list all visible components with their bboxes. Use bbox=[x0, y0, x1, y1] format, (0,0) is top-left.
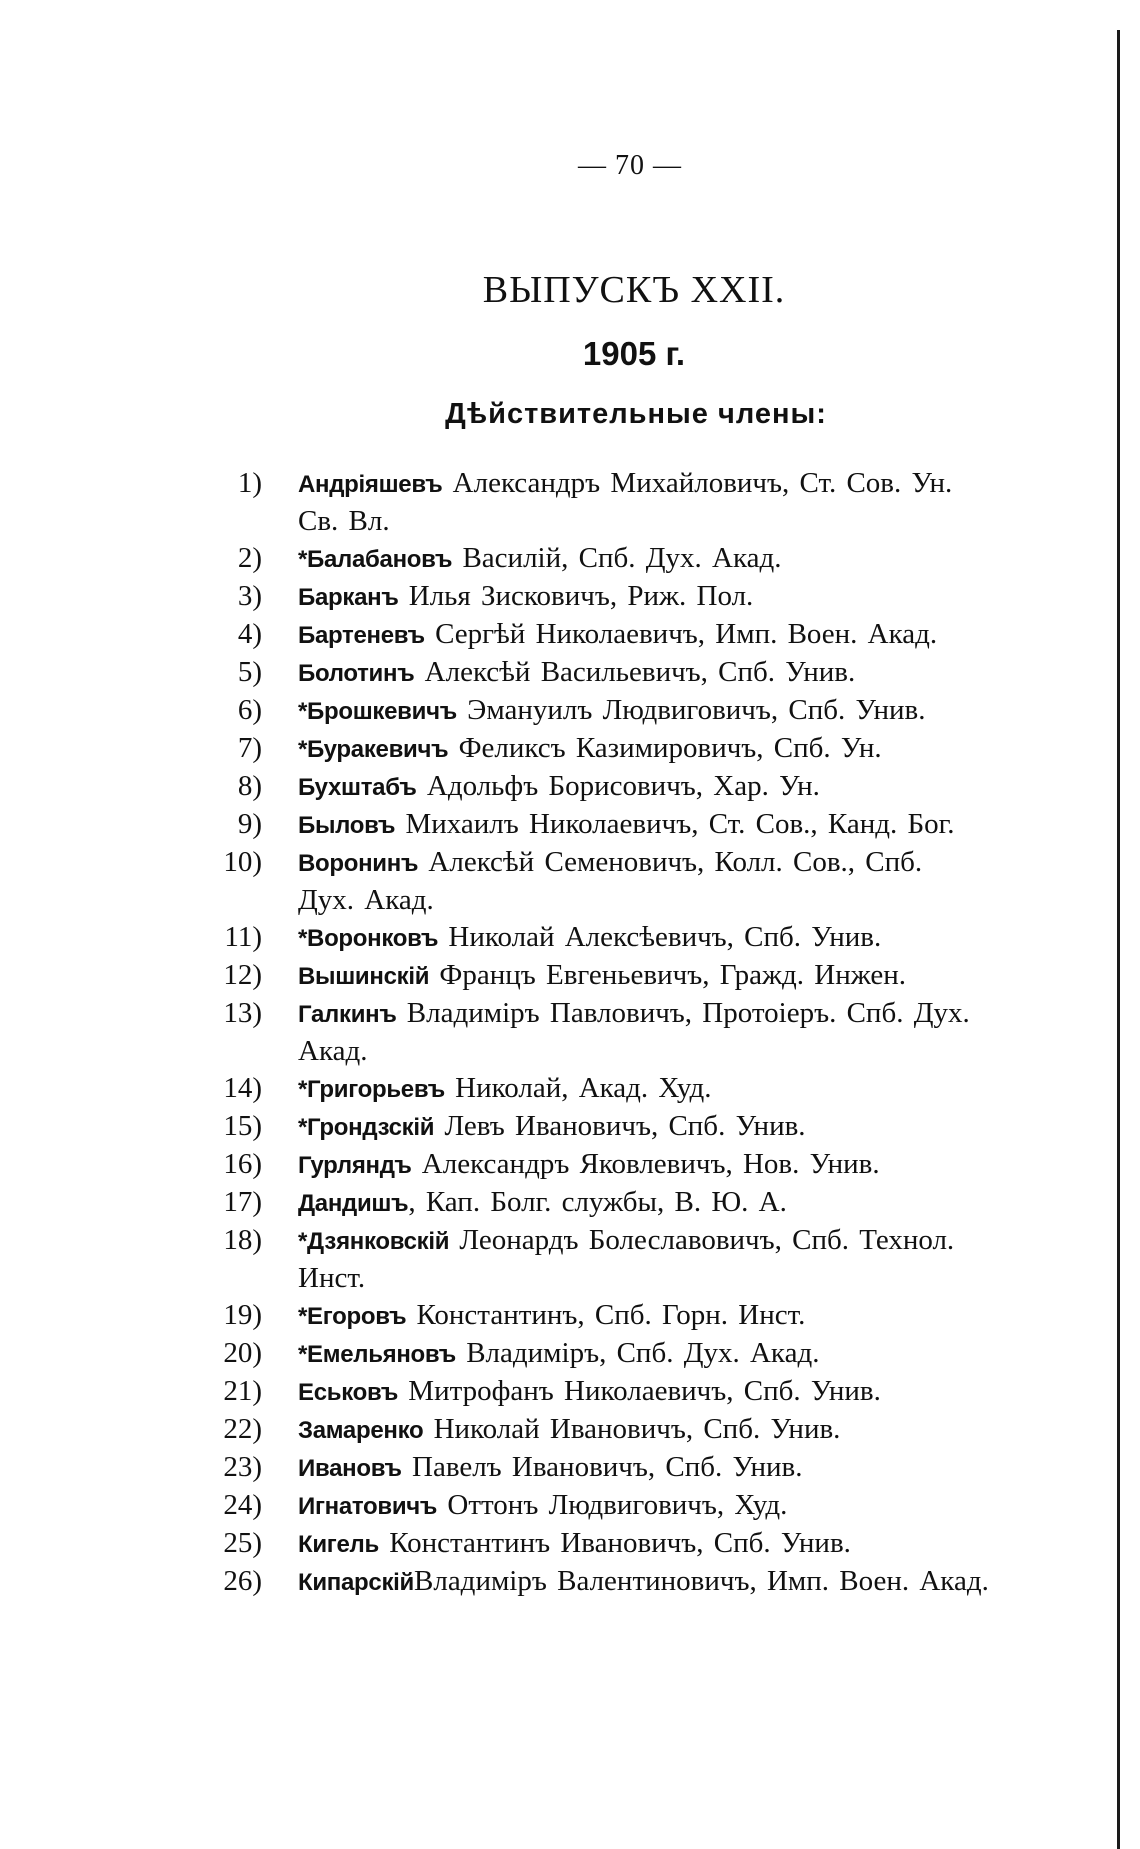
member-entry bbox=[0, 1070, 1140, 1108]
member-entry bbox=[0, 1146, 1140, 1184]
entry-number: 4) bbox=[237, 618, 262, 650]
member-details: Францъ Евгеньевичъ, Гражд. Инжен. bbox=[429, 959, 907, 991]
entry-number: 12) bbox=[223, 959, 262, 991]
entry-number: 23) bbox=[223, 1451, 262, 1483]
member-entry bbox=[0, 995, 1140, 1070]
member-details: Василій, Спб. Дух. Акад. bbox=[452, 542, 782, 574]
member-entry bbox=[0, 730, 1140, 768]
member-surname: Еськовъ bbox=[298, 1379, 399, 1406]
member-entry bbox=[0, 1297, 1140, 1335]
member-details: Алексѣй Васильевичъ, Спб. Унив. bbox=[414, 656, 856, 688]
member-entry bbox=[0, 957, 1140, 995]
member-details: Николай Ивановичъ, Спб. Унив. bbox=[423, 1413, 841, 1445]
entry-number: 18) bbox=[223, 1224, 262, 1256]
entry-number: 17) bbox=[223, 1186, 262, 1218]
member-surname: Вышинскій bbox=[298, 963, 430, 990]
entry-number: 22) bbox=[223, 1413, 262, 1445]
member-entry bbox=[0, 465, 1140, 540]
member-entry bbox=[0, 616, 1140, 654]
member-surname: Дандишъ bbox=[298, 1190, 409, 1217]
member-surname: *Емельяновъ bbox=[298, 1341, 456, 1368]
member-entry bbox=[0, 1335, 1140, 1373]
entry-number: 5) bbox=[237, 656, 262, 688]
entry-number: 11) bbox=[224, 921, 262, 953]
member-entry bbox=[0, 844, 1140, 919]
member-surname: Кипарскій bbox=[298, 1569, 414, 1596]
member-surname: Барканъ bbox=[298, 584, 399, 611]
member-entry bbox=[0, 1563, 1140, 1601]
member-entry bbox=[0, 1411, 1140, 1449]
entry-number: 24) bbox=[223, 1489, 262, 1521]
year-heading: 1905 г. bbox=[582, 335, 686, 372]
member-details-continued: Дух. Акад. bbox=[298, 884, 434, 916]
member-details: , Кап. Болг. службы, В. Ю. А. bbox=[408, 1186, 787, 1218]
member-surname: *Грондзскій bbox=[298, 1114, 435, 1141]
member-surname: Галкинъ bbox=[298, 1001, 397, 1028]
member-surname: *Егоровъ bbox=[298, 1303, 407, 1330]
entry-number: 3) bbox=[237, 580, 262, 612]
member-details: Алексѣй Семеновичъ, Колл. Сов., Спб. bbox=[418, 846, 923, 878]
entry-number: 25) bbox=[223, 1527, 262, 1559]
member-details: Митрофанъ Николаевичъ, Спб. Унив. bbox=[398, 1375, 881, 1407]
member-details: Павелъ Ивановичъ, Спб. Унив. bbox=[401, 1451, 803, 1483]
entry-number: 10) bbox=[223, 846, 262, 878]
entry-number: 14) bbox=[223, 1072, 262, 1104]
member-surname: Гурляндъ bbox=[298, 1152, 412, 1179]
entry-number: 7) bbox=[237, 732, 262, 764]
entry-number: 20) bbox=[223, 1337, 262, 1369]
member-entry bbox=[0, 919, 1140, 957]
member-details: Владиміръ Валентиновичъ, Имп. Воен. Акад. bbox=[414, 1565, 989, 1597]
member-entry bbox=[0, 540, 1140, 578]
entry-number: 2) bbox=[237, 542, 262, 574]
member-surname: *Григорьевъ bbox=[298, 1076, 445, 1103]
entry-number: 19) bbox=[223, 1299, 262, 1331]
member-surname: Бухштабъ bbox=[298, 774, 417, 801]
member-details: Оттонъ Людвиговичъ, Худ. bbox=[437, 1489, 788, 1521]
member-details: Феликсъ Казимировичъ, Спб. Ун. bbox=[448, 732, 882, 764]
member-entry bbox=[0, 1222, 1140, 1297]
member-details: Константинъ Ивановичъ, Спб. Унив. bbox=[378, 1527, 851, 1559]
member-entry bbox=[0, 806, 1140, 844]
issue-title: ВЫПУСКЪ XXII. bbox=[482, 269, 786, 311]
member-surname: *Дзянковскій bbox=[298, 1228, 450, 1255]
member-surname: Болотинъ bbox=[298, 660, 415, 687]
member-details: Эмануилъ Людвиговичъ, Спб. Унив. bbox=[456, 694, 926, 726]
member-entry bbox=[0, 768, 1140, 806]
member-details-continued: Инст. bbox=[298, 1262, 366, 1294]
section-heading: Дѣйствительные члены: bbox=[445, 398, 827, 430]
member-surname: *Балабановъ bbox=[298, 546, 453, 573]
member-entry bbox=[0, 654, 1140, 692]
member-details-continued: Св. Вл. bbox=[298, 505, 390, 537]
member-entry bbox=[0, 1108, 1140, 1146]
member-surname: Кигель bbox=[298, 1531, 379, 1558]
member-details: Николай Алексѣевичъ, Спб. Унив. bbox=[438, 921, 882, 953]
page-number: — 70 — bbox=[578, 150, 682, 181]
member-surname: Бартеневъ bbox=[298, 622, 425, 649]
member-details: Леонардъ Болеславовичъ, Спб. Технол. bbox=[449, 1224, 955, 1256]
member-details: Илья Зисковичъ, Риж. Пол. bbox=[398, 580, 754, 612]
member-details: Сергѣй Николаевичъ, Имп. Воен. Акад. bbox=[424, 618, 938, 650]
members-list bbox=[0, 465, 1140, 1601]
member-entry bbox=[0, 1184, 1140, 1222]
entry-number: 16) bbox=[223, 1148, 262, 1180]
entry-number: 13) bbox=[223, 997, 262, 1029]
entry-number: 21) bbox=[223, 1375, 262, 1407]
member-surname: *Воронковъ bbox=[298, 925, 439, 952]
member-details: Николай, Акад. Худ. bbox=[444, 1072, 712, 1104]
entry-number: 26) bbox=[223, 1565, 262, 1597]
member-details: Александръ Михайловичъ, Ст. Сов. Ун. bbox=[442, 467, 953, 499]
member-entry bbox=[0, 1487, 1140, 1525]
member-surname: Андріяшевъ bbox=[298, 471, 443, 498]
member-entry bbox=[0, 1449, 1140, 1487]
member-entry bbox=[0, 578, 1140, 616]
member-surname: *Буракевичъ bbox=[298, 736, 449, 763]
member-details: Константинъ, Спб. Горн. Инст. bbox=[406, 1299, 806, 1331]
member-details: Адольфъ Борисовичъ, Хар. Ун. bbox=[416, 770, 820, 802]
member-entry bbox=[0, 1525, 1140, 1563]
member-entry bbox=[0, 1373, 1140, 1411]
entry-number: 1) bbox=[237, 467, 262, 499]
entry-number: 8) bbox=[237, 770, 262, 802]
member-surname: Замаренко bbox=[298, 1417, 424, 1444]
member-entry bbox=[0, 692, 1140, 730]
member-details-continued: Акад. bbox=[298, 1035, 368, 1067]
member-surname: Игнатовичъ bbox=[298, 1493, 438, 1520]
entry-number: 9) bbox=[237, 808, 262, 840]
member-details: Владиміръ, Спб. Дух. Акад. bbox=[455, 1337, 820, 1369]
member-surname: Воронинъ bbox=[298, 850, 419, 877]
member-details: Владиміръ Павловичъ, Протоіеръ. Спб. Дух. bbox=[396, 997, 970, 1029]
member-details: Александръ Яковлевичъ, Нов. Унив. bbox=[411, 1148, 880, 1180]
entry-number: 15) bbox=[223, 1110, 262, 1142]
member-details: Михаилъ Николаевичъ, Ст. Сов., Канд. Бог. bbox=[395, 808, 955, 840]
entry-number: 6) bbox=[237, 694, 262, 726]
member-details: Левъ Ивановичъ, Спб. Унив. bbox=[434, 1110, 806, 1142]
member-surname: *Брошкевичъ bbox=[298, 698, 457, 725]
member-surname: Ивановъ bbox=[298, 1455, 402, 1482]
member-surname: Быловъ bbox=[298, 812, 396, 839]
